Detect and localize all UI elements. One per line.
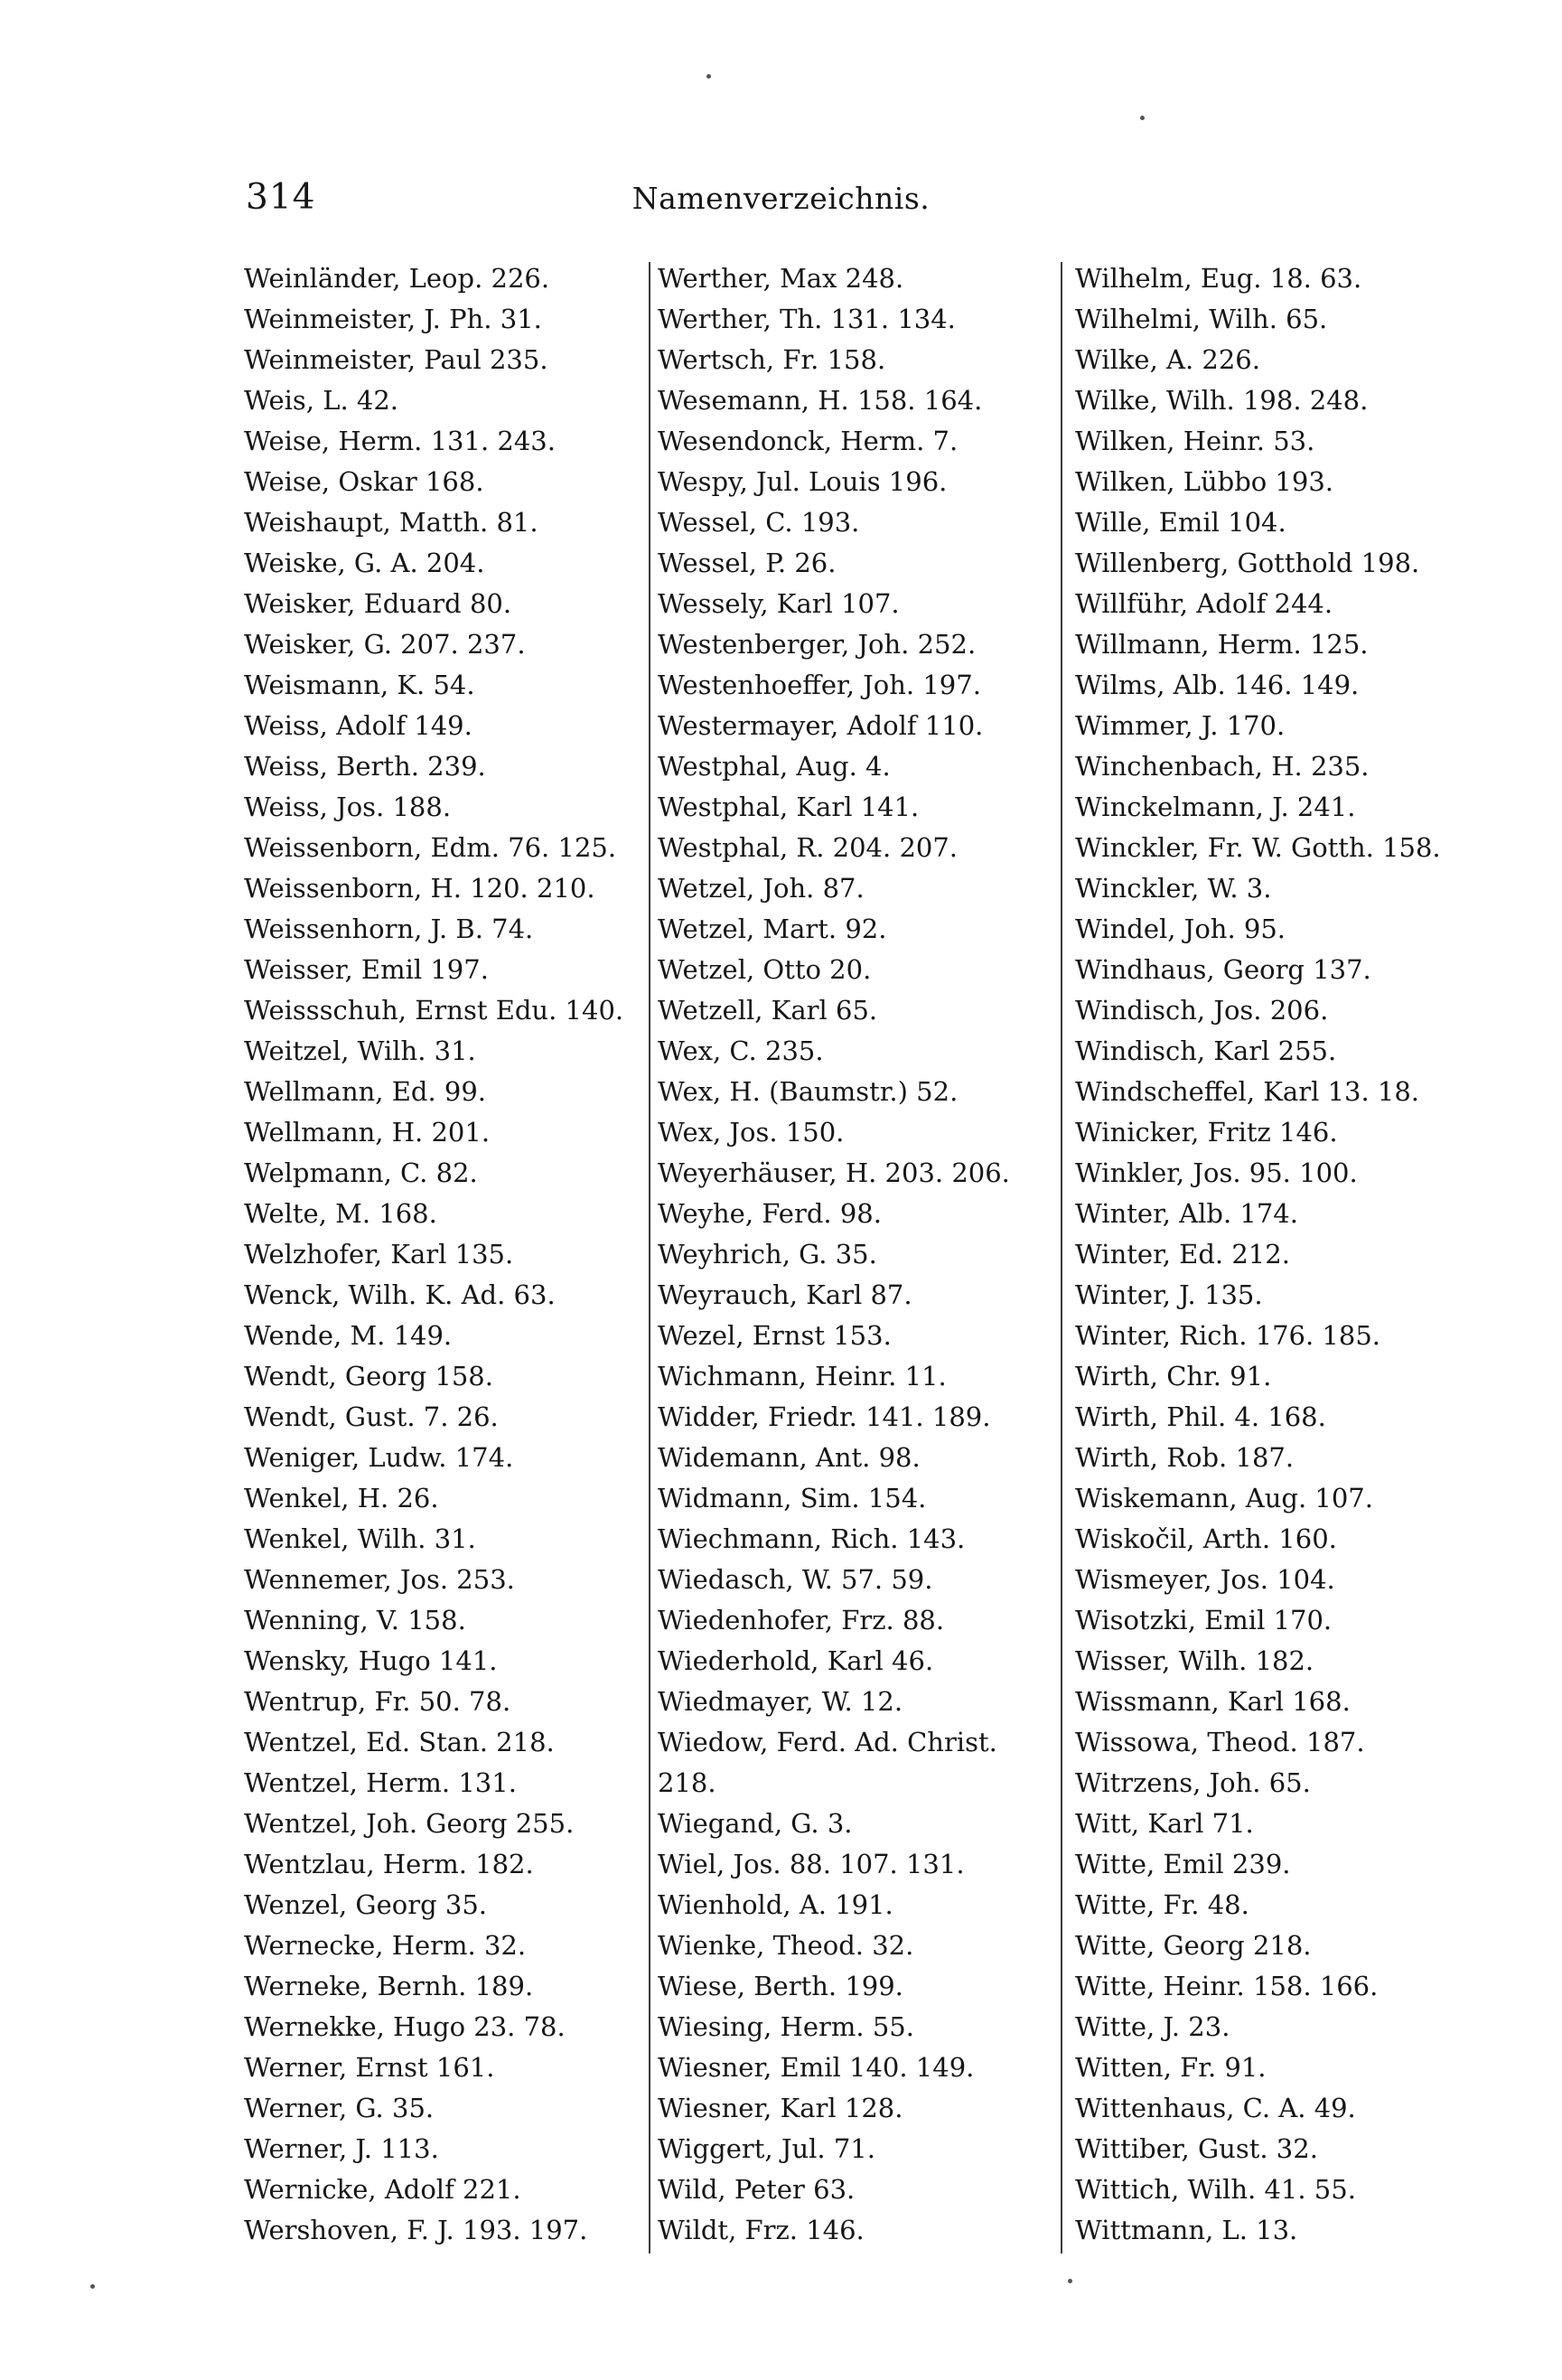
index-entry: Wittmann, L. 13.	[1075, 2215, 1298, 2245]
index-entry: Weiss, Adolf 149.	[244, 710, 472, 741]
index-entry: Werther, Th. 131. 134.	[658, 304, 956, 334]
index-entry: Wentzel, Joh. Georg 255.	[244, 1808, 575, 1839]
index-entry: Wiese, Berth. 199.	[658, 1971, 903, 2001]
index-entry: Wernecke, Herm. 32.	[244, 1930, 527, 1961]
index-entry: Windisch, Jos. 206.	[1075, 995, 1329, 1026]
index-entry: Weise, Oskar 168.	[244, 466, 484, 497]
index-entry: Wismeyer, Jos. 104.	[1075, 1564, 1335, 1595]
index-entry: Wiskemann, Aug. 107.	[1075, 1483, 1373, 1513]
index-entry: Widemann, Ant. 98.	[658, 1442, 921, 1473]
index-entry: Weisker, G. 207. 237.	[244, 629, 526, 660]
index-entry: Weinländer, Leop. 226.	[244, 263, 550, 294]
index-entry: Winter, Alb. 174.	[1075, 1198, 1298, 1229]
index-entry: Wilms, Alb. 146. 149.	[1075, 670, 1360, 700]
index-entry: Weiss, Jos. 188.	[244, 792, 452, 822]
index-entry: Wenkel, Wilh. 31.	[244, 1523, 476, 1554]
index-entry: Witrzens, Joh. 65.	[1075, 1767, 1311, 1798]
index-entry: Werther, Max 248.	[658, 263, 904, 294]
index-entry: Wienhold, A. 191.	[658, 1889, 893, 1920]
index-entry: Werneke, Bernh. 189.	[244, 1971, 534, 2001]
index-entry: Wilhelmi, Wilh. 65.	[1075, 304, 1328, 334]
index-entry: Weiss, Berth. 239.	[244, 751, 486, 782]
index-entry: Winter, Rich. 176. 185.	[1075, 1320, 1381, 1351]
index-entry: Windel, Joh. 95.	[1075, 914, 1286, 944]
index-entry: Weniger, Ludw. 174.	[244, 1442, 514, 1473]
index-entry: Winkler, Jos. 95. 100.	[1075, 1157, 1358, 1188]
index-entry: Winter, J. 135.	[1075, 1279, 1263, 1310]
index-entry: Weissenhorn, J. B. 74.	[244, 914, 534, 944]
index-entry: Wertsch, Fr. 158.	[658, 344, 886, 375]
index-entry: Widder, Friedr. 141. 189.	[658, 1401, 991, 1432]
index-entry: Wellmann, H. 201.	[244, 1117, 491, 1148]
index-entry: Wershoven, F. J. 193. 197.	[244, 2215, 588, 2245]
index-entry: Westphal, Karl 141.	[658, 792, 920, 822]
index-entry: Wezel, Ernst 153.	[658, 1320, 892, 1351]
index-entry: Willmann, Herm. 125.	[1075, 629, 1369, 660]
index-column-3	[1075, 258, 1500, 2251]
index-entry: Wentzlau, Herm. 182.	[244, 1849, 534, 1879]
index-entry: Weyerhäuser, H. 203. 206.	[658, 1157, 1010, 1188]
index-entry: Wissowa, Theod. 187.	[1075, 1727, 1365, 1757]
index-entry: Weise, Herm. 131. 243.	[244, 426, 556, 456]
index-entry: Wetzel, Joh. 87.	[658, 873, 865, 904]
index-entry: Weitzel, Wilh. 31.	[244, 1035, 476, 1066]
index-entry: Wenzel, Georg 35.	[244, 1889, 487, 1920]
index-entry: Wildt, Frz. 146.	[658, 2215, 865, 2245]
index-entry: Witte, J. 23.	[1075, 2011, 1230, 2042]
index-entry: Wendt, Gust. 7. 26.	[244, 1401, 499, 1432]
index-entry: Wesemann, H. 158. 164.	[658, 385, 983, 416]
index-entry: Winchenbach, H. 235.	[1075, 751, 1370, 782]
index-entry: Wernekke, Hugo 23. 78.	[244, 2011, 566, 2042]
index-entry: Winckler, W. 3.	[1075, 873, 1272, 904]
index-entry: Wellmann, Ed. 99.	[244, 1076, 487, 1107]
index-entry: Wimmer, J. 170.	[1075, 710, 1286, 741]
column-divider-2	[1061, 262, 1062, 2254]
index-entry: Wiedasch, W. 57. 59.	[658, 1564, 933, 1595]
index-entry: Witten, Fr. 91.	[1075, 2052, 1267, 2083]
index-entry: Witt, Karl 71.	[1075, 1808, 1254, 1839]
index-entry: Wiesner, Karl 128.	[658, 2093, 903, 2123]
index-entry: Windscheffel, Karl 13. 18.	[1075, 1076, 1420, 1107]
index-entry: Wiggert, Jul. 71.	[658, 2133, 875, 2164]
index-entry: Winckelmann, J. 241.	[1075, 792, 1356, 822]
page-number: 314	[246, 177, 316, 218]
index-entry: Welpmann, C. 82.	[244, 1157, 478, 1188]
index-entry: Windhaus, Georg 137.	[1075, 954, 1371, 985]
index-entry: Wiechmann, Rich. 143.	[658, 1523, 966, 1554]
index-entry: Winter, Ed. 212.	[1075, 1239, 1290, 1270]
column-divider-1	[649, 262, 650, 2254]
index-entry: Wentzel, Ed. Stan. 218.	[244, 1727, 555, 1757]
index-entry: Wensky, Hugo 141.	[244, 1645, 498, 1676]
index-entry: Wirth, Rob. 187.	[1075, 1442, 1295, 1473]
index-entry: Wernicke, Adolf 221.	[244, 2174, 521, 2205]
index-entry: Wilhelm, Eug. 18. 63.	[1075, 263, 1362, 294]
index-entry: Wenck, Wilh. K. Ad. 63.	[244, 1279, 556, 1310]
index-entry: Weyhrich, G. 35.	[658, 1239, 877, 1270]
index-entry: Willenberg, Gotthold 198.	[1075, 548, 1420, 578]
index-entry: Wiegand, G. 3.	[658, 1808, 853, 1839]
index-entry: Wittich, Wilh. 41. 55.	[1075, 2174, 1356, 2205]
index-entry: Wisser, Wilh. 182.	[1075, 1645, 1314, 1676]
index-entry: Weisser, Emil 197.	[244, 954, 489, 985]
index-entry: Wiedenhofer, Frz. 88.	[658, 1605, 945, 1635]
index-entry: Windisch, Karl 255.	[1075, 1035, 1337, 1066]
index-entry: Witte, Heinr. 158. 166.	[1075, 1971, 1379, 2001]
index-entry: Westphal, R. 204. 207.	[658, 832, 959, 863]
index-entry: Wex, C. 235.	[658, 1035, 824, 1066]
index-entry: Wendt, Georg 158.	[244, 1361, 493, 1391]
index-entry: Weinmeister, J. Ph. 31.	[244, 304, 542, 334]
index-entry: Weissenborn, H. 120. 210.	[244, 873, 595, 904]
print-speck	[90, 2284, 95, 2289]
index-entry: Wirth, Phil. 4. 168.	[1075, 1401, 1326, 1432]
index-entry: Westphal, Aug. 4.	[658, 751, 891, 782]
index-entry: Werner, J. 113.	[244, 2133, 439, 2164]
running-title: Namenverzeichnis.	[631, 181, 931, 216]
index-entry: Wiel, Jos. 88. 107. 131.	[658, 1849, 965, 1879]
index-entry: Wilken, Lübbo 193.	[1075, 466, 1334, 497]
index-entry: Wende, M. 149.	[244, 1320, 453, 1351]
index-entry: Winckler, Fr. W. Gotth. 158.	[1075, 832, 1441, 863]
index-entry: Wex, H. (Baumstr.) 52.	[658, 1076, 959, 1107]
index-entry: Wilke, A. 226.	[1075, 344, 1260, 375]
index-entry: Westermayer, Adolf 110.	[658, 710, 984, 741]
index-entry: Westenhoeffer, Joh. 197.	[658, 670, 981, 700]
index-entry: Willführ, Adolf 244.	[1075, 588, 1333, 619]
index-entry: Wennemer, Jos. 253.	[244, 1564, 515, 1595]
index-entry: Winicker, Fritz 146.	[1075, 1117, 1338, 1148]
index-entry: Wissmann, Karl 168.	[1075, 1686, 1351, 1717]
index-column-1	[244, 258, 641, 2251]
index-entry: Wetzel, Mart. 92.	[658, 914, 887, 944]
index-entry: Wessely, Karl 107.	[658, 588, 900, 619]
index-entry: Wienke, Theod. 32.	[658, 1930, 914, 1961]
index-column-2	[658, 258, 1061, 2251]
print-speck	[1140, 116, 1145, 120]
index-entry: Werner, G. 35.	[244, 2093, 435, 2123]
index-entry: Wilken, Heinr. 53.	[1075, 426, 1315, 456]
print-speck	[706, 74, 711, 79]
index-entry: Wiederhold, Karl 46.	[658, 1645, 934, 1676]
index-entry: Witte, Georg 218.	[1075, 1930, 1312, 1961]
index-entry: 218.	[658, 1767, 716, 1798]
index-entry: Witte, Fr. 48.	[1075, 1889, 1249, 1920]
index-entry: Wirth, Chr. 91.	[1075, 1361, 1272, 1391]
index-entry: Welte, M. 168.	[244, 1198, 437, 1229]
index-entry: Wille, Emil 104.	[1075, 507, 1286, 538]
index-entry: Wiesing, Herm. 55.	[658, 2011, 914, 2042]
index-entry: Wenkel, H. 26.	[244, 1483, 439, 1513]
index-entry: Weissenborn, Edm. 76. 125.	[244, 832, 617, 863]
index-entry: Wittenhaus, C. A. 49.	[1075, 2093, 1356, 2123]
index-entry: Weyhe, Ferd. 98.	[658, 1198, 882, 1229]
index-entry: Weisker, Eduard 80.	[244, 588, 512, 619]
index-entry: Westenberger, Joh. 252.	[658, 629, 977, 660]
index-entry: Wessel, P. 26.	[658, 548, 837, 578]
index-entry: Weissschuh, Ernst Edu. 140.	[244, 995, 624, 1026]
index-entry: Witte, Emil 239.	[1075, 1849, 1291, 1879]
index-entry: Weishaupt, Matth. 81.	[244, 507, 538, 538]
index-entry: Wex, Jos. 150.	[658, 1117, 845, 1148]
index-entry: Wittiber, Gust. 32.	[1075, 2133, 1318, 2164]
index-entry: Wesendonck, Herm. 7.	[658, 426, 959, 456]
index-entry: Wessel, C. 193.	[658, 507, 860, 538]
index-entry: Weinmeister, Paul 235.	[244, 344, 548, 375]
index-entry: Werner, Ernst 161.	[244, 2052, 495, 2083]
index-entry: Weiske, G. A. 204.	[244, 548, 485, 578]
index-entry: Wilke, Wilh. 198. 248.	[1075, 385, 1369, 416]
index-entry: Wiedow, Ferd. Ad. Christ.	[658, 1727, 997, 1757]
index-entry: Wild, Peter 63.	[658, 2174, 856, 2205]
index-entry: Wisotzki, Emil 170.	[1075, 1605, 1333, 1635]
index-entry: Weyrauch, Karl 87.	[658, 1279, 912, 1310]
index-entry: Wiskočil, Arth. 160.	[1075, 1523, 1337, 1554]
index-entry: Wetzell, Karl 65.	[658, 995, 878, 1026]
index-entry: Welzhofer, Karl 135.	[244, 1239, 514, 1270]
index-entry: Wenning, V. 158.	[244, 1605, 466, 1635]
index-entry: Wentzel, Herm. 131.	[244, 1767, 517, 1798]
index-entry: Wiesner, Emil 140. 149.	[658, 2052, 975, 2083]
index-entry: Wetzel, Otto 20.	[658, 954, 872, 985]
index-entry: Wespy, Jul. Louis 196.	[658, 466, 948, 497]
print-speck	[1068, 2279, 1072, 2283]
index-entry: Weis, L. 42.	[244, 385, 399, 416]
index-entry: Wichmann, Heinr. 11.	[658, 1361, 947, 1391]
index-entry: Weismann, K. 54.	[244, 670, 475, 700]
index-entry: Wiedmayer, W. 12.	[658, 1686, 903, 1717]
index-entry: Wentrup, Fr. 50. 78.	[244, 1686, 511, 1717]
index-entry: Widmann, Sim. 154.	[658, 1483, 927, 1513]
